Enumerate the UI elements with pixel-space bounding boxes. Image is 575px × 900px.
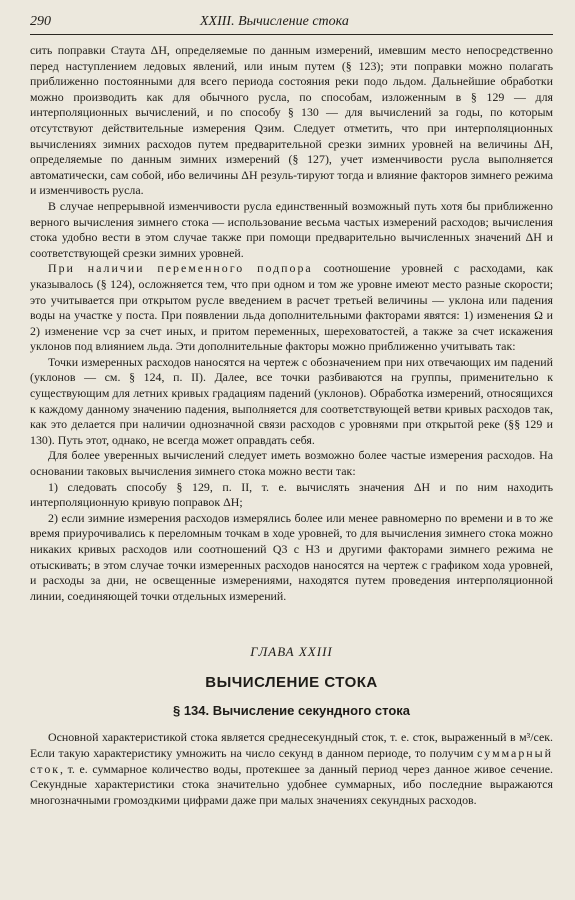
page-number: 290 bbox=[30, 14, 51, 29]
chapter-label: ГЛАВА XXIII bbox=[250, 644, 333, 660]
main-text bbox=[30, 43, 553, 604]
list-item: 1) следовать способу § 129, п. II, т. е. вычислять значения ΔH и по ним находить интерполяционную кривую поправок ΔH; bbox=[30, 479, 553, 510]
paragraph bbox=[30, 261, 553, 355]
paragraph-rest: соотношение уровней с расходами, как указывалось (§ 124), осложняется тем, что при одном и том же уровне имеют место разные скорости; это учитывается при открытом русле введением в расчет третьей величины — уклона или падения воды на участке у поста. При появлении льда дополнительными факторами явятся: 1) изменения Ω и 2) изменение vср за счет иных, и притом переменных, шереховатостей, а также за счет искажения уклонов под влиянием льда. Эти дополнительные факторы можно приближенно учитывать так: bbox=[30, 261, 553, 354]
section-text bbox=[30, 730, 553, 808]
paragraph: В случае непрерывной изменчивости русла единственный возможный путь хотя бы приближенно верного вычисления зимнего стока — использование весьма частых измерений расходов; вычисления стока удобно вести в этом случае также при помощи предварительно вычисленных значений ΔH и соответствующей срезки зимних уровней. bbox=[30, 198, 553, 260]
running-header bbox=[30, 14, 553, 35]
paragraph: Для более уверенных вычислений следует иметь возможно более частые измерения расходов. На основании таковых вычисления зимнего стока можно вести так: bbox=[30, 448, 553, 479]
paragraph: сить поправки Стаута ΔH, определяемые по данным измерений, имевшим место непосредственно перед наступлением ледовых явлений, или иным путем (§ 123); эти поправки можно полагать приближенно постоянными для всего периода состояния реки подо льдом. Дальнейшие обработки можно производить как для обычного русла, по способам, изложенным в § 129 — для интерполяционных вычислений, и по способу § 130 — для вычислений за годы, по которым отсутствуют действительные измерения Qзим. Следует отметить, что при интерполяционных вычислениях зимних расходов путем предварительной срезки зимних уровней на величины ΔH, определяемые по данным зимних измерений (§ 127), учет изменчивости русла выполняется автоматически, сам собой, ибо величины ΔH резуль-тируют тогда и влияние факторов зимнего режима и изменчивость русла. bbox=[30, 43, 553, 198]
spaced-term: При наличии переменного подпора bbox=[48, 261, 313, 276]
list-item: 2) если зимние измерения расходов измерялись более или менее равномерно по времени и в то же время приурочивались к переломным точкам в ходе уровней, то для вычисления зимнего стока можно никаких кривых расходов или соотношений Q3 с H3 и другими факторами зимнего режима не отыскивать; в этом случае точки измеренных расходов наносятся на чертеж с графиком хода уровней, и расходы за дни, не освещенные измерениями, находятся путем проведения интерполяционной линии, соединяющей точки отдельных измерений. bbox=[30, 510, 553, 603]
text-after: , т. е. суммарное количество воды, протекшее за данный период через данное живое сечение. Секундные характеристики стока значительно удобнее суммарных, ибо последние выражаются многозначными громоздкими цифрами даже при малых значениях секундных расходов. bbox=[30, 761, 553, 807]
paragraph bbox=[30, 730, 553, 808]
spaced-term: суммарный сток bbox=[30, 745, 553, 776]
text-before: Основной характеристикой стока является среднесекундный сток, т. е. сток, выраженный в м³/сек. Если такую характеристику умножить на число секунд в данном периоде, то получим bbox=[30, 730, 553, 760]
chapter-title: ВЫЧИСЛЕНИЕ СТОКА bbox=[205, 674, 378, 692]
paragraph: Точки измеренных расходов наносятся на чертеж с обозначением при них отвечающих им падений (уклонов — см. § 124, п. II). Далее, все точки разбиваются на группы, применительно к существующим для летних кривых градациям падений (уклонов). Обработка измерений, относящихся к каждому данному значению падения, выполняется для соответствующей ветви кривых расходов так, как это делается при наличии однозначной связи расходов с уровнями при открытой реке (§§ 129 и 130). Путь этот, однако, не всегда может оправдать себя. bbox=[30, 354, 553, 447]
section-title: § 134. Вычисление секундного стока bbox=[172, 703, 410, 719]
running-title: XXIII. Вычисление стока bbox=[200, 14, 349, 29]
